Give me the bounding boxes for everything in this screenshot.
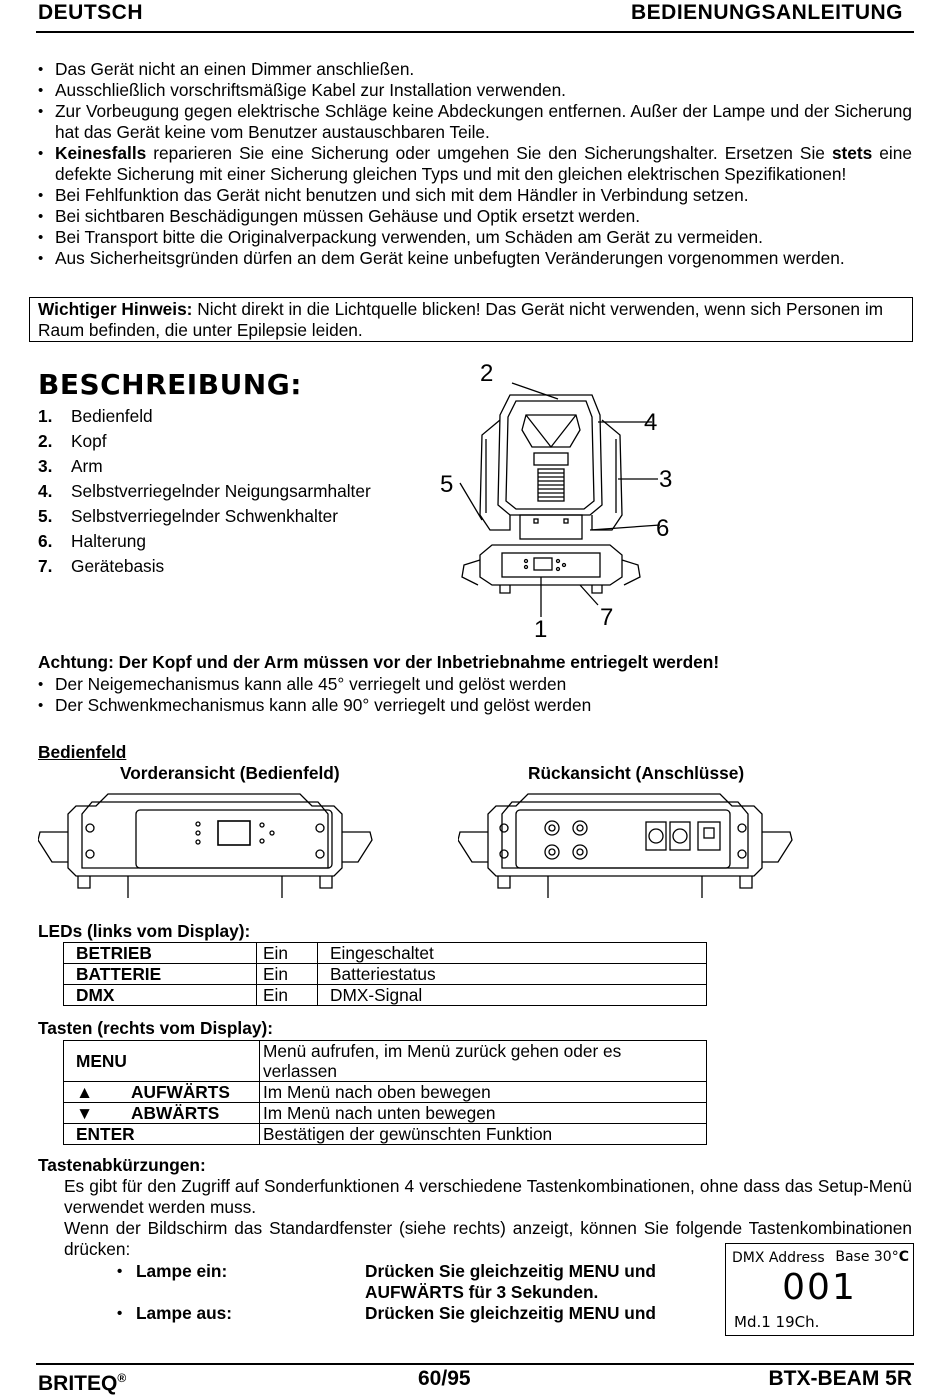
description-title: BESCHREIBUNG: bbox=[38, 368, 302, 401]
rear-panel-drawing bbox=[458, 788, 793, 900]
table-row bbox=[64, 964, 707, 985]
footer-rule bbox=[36, 1363, 914, 1365]
shortcut-desc: Drücken Sie gleichzeitig MENU und AUFWÄRTS für 3 Sekunden. bbox=[365, 1261, 656, 1302]
key-desc: Im Menü nach unten bewegen bbox=[260, 1103, 707, 1124]
leds-table bbox=[63, 942, 707, 1006]
key-name: ▲ AUFWÄRTS bbox=[64, 1082, 260, 1103]
led-state: Ein bbox=[257, 943, 318, 964]
safety-item: • Bei Transport bitte die Originalverpackung verwenden, um Schäden am Gerät zu vermeiden. bbox=[38, 227, 912, 248]
callout-7: 7 bbox=[600, 604, 614, 631]
lcd-display bbox=[725, 1243, 914, 1336]
callout-5: 5 bbox=[440, 471, 454, 498]
rear-view-label: Rückansicht (Anschlüsse) bbox=[528, 763, 745, 783]
led-desc: Batteriestatus bbox=[318, 964, 707, 985]
footer-model: BTX-BEAM 5R bbox=[768, 1367, 912, 1390]
attention-item: • Der Neigemechanismus kann alle 45° verriegelt und gelöst werden bbox=[38, 674, 912, 695]
led-state: Ein bbox=[257, 985, 318, 1006]
header-language: DEUTSCH bbox=[38, 1, 144, 24]
safety-item: • Keinesfalls reparieren Sie eine Sicherung oder umgehen Sie den Sicherungshalter. Ersetzen Sie stets eine defekte Sicherung mit einer Sicherung gleichen Typs und mit den gleichen elektrischen Spezifikationen! bbox=[38, 143, 912, 185]
front-panel-drawing bbox=[38, 788, 373, 900]
lcd-value: 001 bbox=[782, 1267, 857, 1308]
safety-item: • Aus Sicherheitsgründen dürfen an dem Gerät keine unbefugten Veränderungen vorgenommen werden. bbox=[38, 248, 912, 269]
footer-page-number: 60/95 bbox=[418, 1367, 471, 1390]
key-desc: Menü aufrufen, im Menü zurück gehen oder es verlassen bbox=[260, 1041, 707, 1082]
callout-4: 4 bbox=[644, 409, 658, 436]
safety-item: • Ausschließlich vorschriftsmäßige Kabel zur Installation verwenden. bbox=[38, 80, 912, 101]
attention-heading: Achtung: Der Kopf und der Arm müssen vor der Inbetriebnahme entriegelt werden! bbox=[38, 652, 720, 672]
table-row bbox=[64, 943, 707, 964]
description-list bbox=[38, 405, 371, 580]
leds-heading: LEDs (links vom Display): bbox=[38, 921, 251, 941]
attention-item: • Der Schwenkmechanismus kann alle 90° verriegelt und gelöst werden bbox=[38, 695, 912, 716]
shortcuts-instruction: Wenn der Bildschirm das Standardfenster (siehe rechts) anzeigt, können Sie folgende Tastenkombinationen drücken: bbox=[64, 1218, 912, 1259]
callout-6: 6 bbox=[656, 515, 670, 542]
table-row bbox=[64, 1103, 707, 1124]
safety-item: • Bei sichtbaren Beschädigungen müssen Gehäuse und Optik ersetzt werden. bbox=[38, 206, 912, 227]
led-state: Ein bbox=[257, 964, 318, 985]
led-name: BETRIEB bbox=[64, 943, 257, 964]
safety-item: • Zur Vorbeugung gegen elektrische Schläge keine Abdeckungen entfernen. Außer der Lampe und der Sicherung hat das Gerät keine vom Benutzer austauschbaren Teile. bbox=[38, 101, 912, 143]
callout-2: 2 bbox=[480, 360, 494, 387]
warning-label: Wichtiger Hinweis: bbox=[38, 299, 193, 319]
lcd-dmx-label: DMX Address bbox=[732, 1250, 825, 1266]
callout-3: 3 bbox=[659, 466, 673, 493]
keys-heading: Tasten (rechts vom Display): bbox=[38, 1018, 273, 1038]
description-item: 2. Kopf bbox=[38, 431, 107, 451]
description-item: 1. Bedienfeld bbox=[38, 406, 153, 426]
led-name: BATTERIE bbox=[64, 964, 257, 985]
header-title: BEDIENUNGSANLEITUNG bbox=[630, 1, 903, 24]
key-name: ▼ ABWÄRTS bbox=[64, 1103, 260, 1124]
safety-item: • Bei Fehlfunktion das Gerät nicht benutzen und sich mit dem Händler in Verbindung setzen. bbox=[38, 185, 912, 206]
description-item: 6. Halterung bbox=[38, 531, 146, 551]
key-name: MENU bbox=[64, 1041, 260, 1082]
table-row bbox=[64, 985, 707, 1006]
led-desc: DMX-Signal bbox=[318, 985, 707, 1006]
up-arrow-icon: ▲ bbox=[76, 1082, 94, 1102]
lcd-mode: Md.1 19Ch. bbox=[734, 1313, 820, 1331]
attention-list bbox=[38, 674, 912, 716]
callout-1: 1 bbox=[534, 616, 548, 643]
panel-heading: Bedienfeld bbox=[38, 742, 127, 762]
header-rule bbox=[36, 31, 914, 33]
table-row bbox=[64, 1124, 707, 1145]
shortcut-desc: Drücken Sie gleichzeitig MENU und bbox=[365, 1303, 656, 1323]
table-row bbox=[64, 1041, 707, 1082]
safety-item: • Das Gerät nicht an einen Dimmer anschließen. bbox=[38, 59, 912, 80]
keys-table bbox=[63, 1040, 707, 1145]
warning-text: Nicht direkt in die Lichtquelle blicken! Das Gerät nicht verwenden, wenn sich Personen im Raum befinden, die unter Epilepsie leiden. bbox=[38, 299, 884, 340]
footer-brand: BRITEQ® bbox=[38, 1371, 127, 1395]
description-item: 5. Selbstverriegelnder Schwenkhalter bbox=[38, 506, 339, 526]
description-item: 3. Arm bbox=[38, 456, 103, 476]
lcd-base-label: Base 30°C bbox=[835, 1249, 909, 1265]
led-desc: Eingeschaltet bbox=[318, 943, 707, 964]
moving-head-diagram bbox=[430, 355, 690, 645]
shortcuts-heading: Tastenabkürzungen: bbox=[38, 1155, 206, 1175]
led-name: DMX bbox=[64, 985, 257, 1006]
key-desc: Bestätigen der gewünschten Funktion bbox=[260, 1124, 707, 1145]
front-view-label: Vorderansicht (Bedienfeld) bbox=[120, 763, 340, 783]
key-desc: Im Menü nach oben bewegen bbox=[260, 1082, 707, 1103]
down-arrow-icon: ▼ bbox=[76, 1103, 94, 1123]
warning-box bbox=[29, 297, 913, 342]
key-name: ENTER bbox=[64, 1124, 260, 1145]
description-item: 7. Gerätebasis bbox=[38, 556, 165, 576]
description-item: 4. Selbstverriegelnder Neigungsarmhalter bbox=[38, 481, 371, 501]
shortcuts-intro: Es gibt für den Zugriff auf Sonderfunktionen 4 verschiedene Tastenkombinationen, ohne dass das Setup-Menü verwendet werden muss. bbox=[64, 1176, 912, 1217]
safety-list bbox=[38, 59, 912, 269]
table-row bbox=[64, 1082, 707, 1103]
